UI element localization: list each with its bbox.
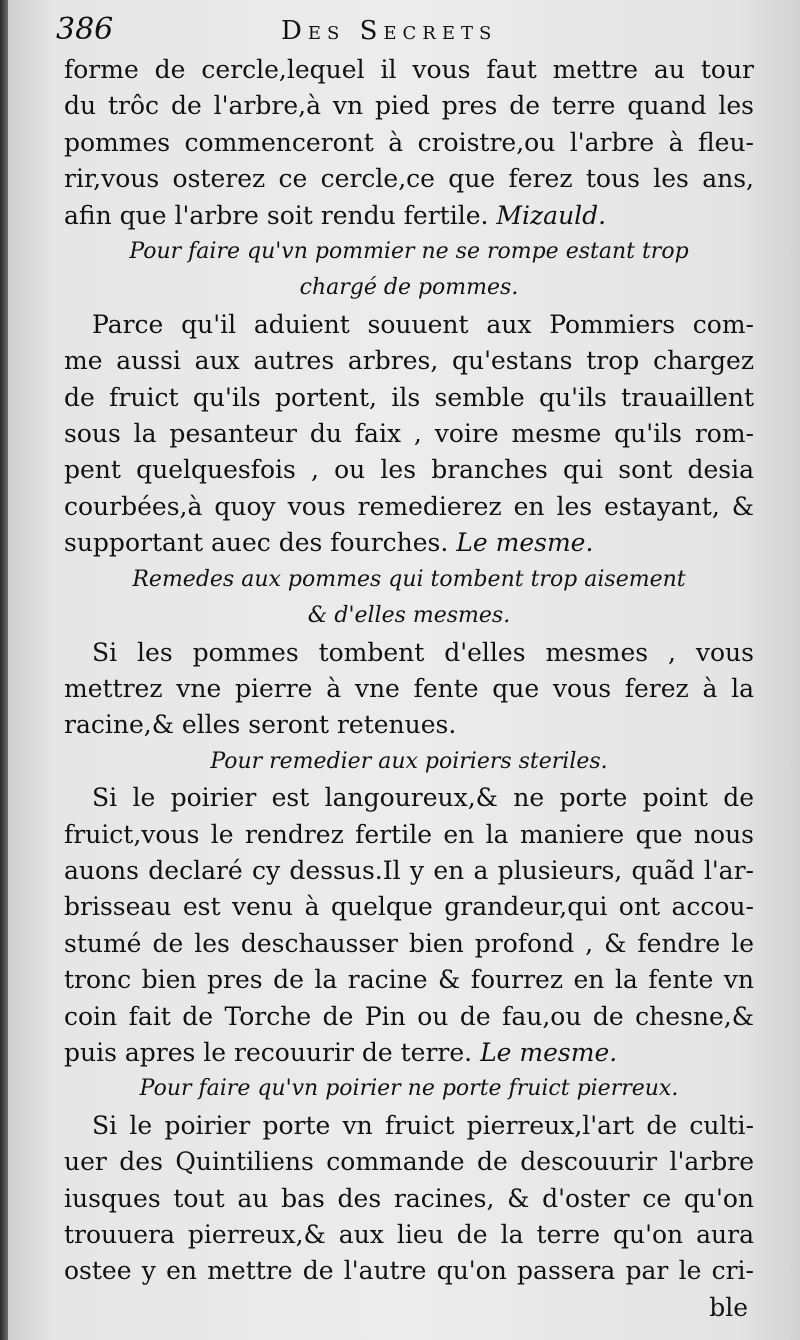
- line-text: Si le poirier porte vn fruict pierreux,l'art de culti-: [92, 1110, 754, 1140]
- line-text: trouuera pierreux,& aux lieu de la terre qu'on aura: [64, 1220, 754, 1249]
- text-line: [64, 161, 754, 197]
- section-heading-line: [64, 270, 754, 306]
- line-text: ble: [709, 1292, 748, 1322]
- line-text: stumé de les deschausser bien profond , & fendre le: [64, 928, 754, 958]
- line-text: sous la pesanteur du faix , voire mesme qu'ils rom-: [64, 419, 754, 449]
- line-text: chargé de pommes.: [299, 275, 519, 301]
- running-head: Des Secrets: [281, 16, 498, 46]
- text-line: [64, 489, 754, 525]
- catchword: [64, 1290, 754, 1326]
- source-attribution: Mizauld.: [496, 200, 607, 230]
- line-text: auons declaré cy dessus.Il y en a plusieurs, quãd l'ar-: [64, 855, 754, 885]
- line-text: & d'elles mesmes.: [307, 603, 511, 629]
- line-text: Si les pommes tombent d'elles mesmes , vous: [92, 637, 754, 667]
- page-header: [56, 10, 756, 50]
- section-heading-line: [64, 234, 754, 270]
- line-text: pommes commenceront à croistre,ou l'arbre à fleu-: [64, 127, 754, 157]
- line-text: du trôc de l'arbre,à vn pied pres de terre quand les: [64, 91, 754, 121]
- paragraph-last-line: [64, 198, 754, 234]
- line-text: Pour faire qu'vn poirier ne porte fruict pierreux.: [139, 1076, 679, 1102]
- line-text: Parce qu'il aduient souuent aux Pommiers com-: [92, 309, 754, 339]
- section-heading-line: [64, 598, 754, 634]
- line-text: Pour remedier aux poiriers steriles.: [210, 748, 608, 774]
- text-line: [64, 926, 754, 962]
- text-line: [64, 380, 754, 416]
- section-heading-line: [64, 744, 754, 780]
- line-text: iusques tout au bas des racines, & d'oster ce qu'on: [64, 1183, 754, 1213]
- paragraph-last-line: [64, 1035, 754, 1071]
- section-heading-line: [64, 562, 754, 598]
- paragraph-first-line: [64, 307, 754, 343]
- text-line: [64, 52, 754, 88]
- line-text: rir,vous osterez ce cercle,ce que ferez tous les ans,: [64, 164, 754, 194]
- text-line: [64, 853, 754, 889]
- page-body-text: [64, 52, 754, 1326]
- text-line: [64, 125, 754, 161]
- line-text: me aussi aux autres arbres, qu'estans trop chargez: [64, 346, 754, 376]
- text-line: [64, 671, 754, 707]
- line-text: afin que l'arbre soit rendu fertile.: [64, 200, 489, 230]
- line-text: fruict,vous le rendrez fertile en la maniere que nous: [64, 819, 754, 849]
- source-attribution: Le mesme.: [480, 1037, 618, 1067]
- line-text: Pour faire qu'vn pommier ne se rompe estant trop: [129, 239, 689, 265]
- line-text: coin fait de Torche de Pin ou de fau,ou de chesne,&: [64, 1001, 754, 1031]
- line-text: pent quelquesfois , ou les branches qui sont desia: [64, 455, 754, 485]
- page-gutter-shadow: [0, 0, 8, 1340]
- paragraph-first-line: [64, 1108, 754, 1144]
- line-text: puis apres le recouurir de terre.: [64, 1037, 473, 1067]
- text-line: [64, 343, 754, 379]
- line-text: tronc bien pres de la racine & fourrez en la fente vn: [64, 965, 754, 995]
- paragraph-last-line: [64, 707, 754, 743]
- book-page: [8, 0, 800, 1340]
- section-heading-line: [64, 1071, 754, 1107]
- line-text: supportant auec des fourches.: [64, 528, 449, 558]
- text-line: [64, 1181, 754, 1217]
- paragraph-first-line: [64, 780, 754, 816]
- text-line: [64, 452, 754, 488]
- line-text: de fruict qu'ils portent, ils semble qu'ils trauaillent: [64, 382, 754, 412]
- line-text: mettrez vne pierre à vne fente que vous ferez à la: [64, 673, 754, 703]
- line-text: brisseau est venu à quelque grandeur,qui ont accou-: [64, 892, 754, 922]
- page-number: 386: [56, 12, 114, 47]
- text-line: [64, 962, 754, 998]
- text-line: [64, 88, 754, 124]
- text-line: [64, 1217, 754, 1253]
- line-text: Si le poirier est langoureux,& ne porte point de: [92, 783, 754, 813]
- text-line: [64, 999, 754, 1035]
- line-text: courbées,à quoy vous remedierez en les estayant, &: [64, 491, 754, 521]
- text-line: [64, 1253, 754, 1289]
- source-attribution: Le mesme.: [456, 528, 594, 558]
- text-line: [64, 416, 754, 452]
- text-line: [64, 1144, 754, 1180]
- text-line: [64, 817, 754, 853]
- line-text: Remedes aux pommes qui tombent trop aisement: [132, 566, 686, 592]
- line-text: uer des Quintiliens commande de descouurir l'arbre: [64, 1147, 754, 1177]
- paragraph-first-line: [64, 635, 754, 671]
- text-line: [64, 889, 754, 925]
- line-text: forme de cercle,lequel il vous faut mettre au tour: [64, 55, 754, 84]
- line-text: ostee y en mettre de l'autre qu'on passera par le cri-: [64, 1256, 754, 1286]
- line-text: racine,& elles seront retenues.: [64, 710, 457, 740]
- paragraph-last-line: [64, 525, 754, 561]
